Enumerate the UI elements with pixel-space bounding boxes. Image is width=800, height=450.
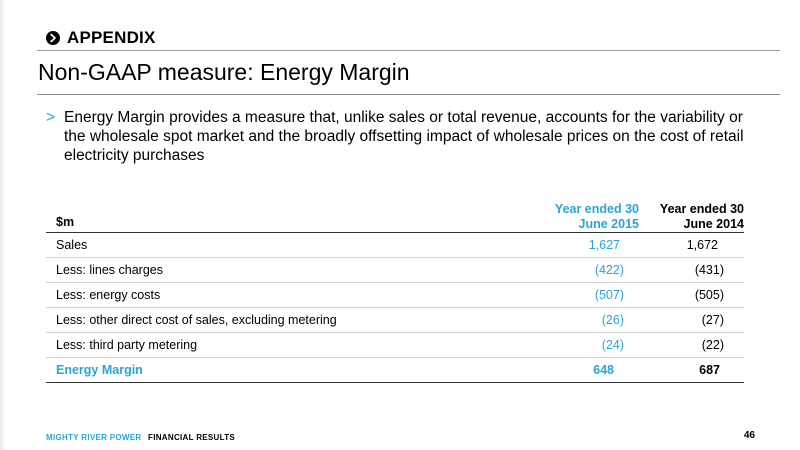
header-divider: [37, 50, 780, 51]
row-label: Less: lines charges: [56, 263, 164, 277]
page-title: Non-GAAP measure: Energy Margin: [38, 59, 410, 85]
energy-margin-table: [46, 200, 744, 383]
footer-brand: MIGHTY RIVER POWER: [46, 433, 142, 442]
value-2014: (505): [694, 288, 724, 302]
value-2015: (507): [594, 288, 624, 302]
total-row: [46, 358, 744, 383]
total-label: Energy Margin: [56, 363, 143, 377]
column-header-2014-line1: Year ended 30: [659, 202, 744, 216]
column-header-2015: [555, 202, 639, 232]
value-2014: (27): [701, 313, 724, 327]
section-header: [46, 28, 156, 48]
footer-section: FINANCIAL RESULTS: [148, 433, 236, 442]
title-divider: [37, 94, 780, 95]
row-label: Less: energy costs: [56, 288, 161, 302]
column-header-2015-line1: Year ended 30: [554, 202, 639, 216]
unit-header: $m: [56, 215, 75, 229]
table-header: [46, 200, 744, 233]
chevron-right-circle-icon: [46, 31, 60, 45]
total-value-2014: 687: [699, 363, 720, 377]
column-header-2014: [660, 202, 744, 232]
section-label: APPENDIX: [67, 28, 156, 47]
total-value-2015: 648: [593, 363, 614, 377]
table-row: [46, 308, 744, 333]
value-2014: 1,672: [686, 238, 718, 252]
value-2015: 1,627: [588, 238, 620, 252]
table-row: [46, 258, 744, 283]
value-2015: (422): [594, 263, 624, 277]
bullet-item: [46, 108, 746, 165]
table-row: [46, 233, 744, 258]
row-label: Sales: [56, 238, 88, 252]
column-header-2014-line2: June 2014: [683, 217, 744, 231]
value-2015: (26): [601, 313, 624, 327]
table-row: [46, 333, 744, 358]
table-row: [46, 283, 744, 308]
bullet-text: Energy Margin provides a measure that, unlike sales or total revenue, accounts for the variability or the wholesale spot market and the broadly offsetting impact of wholesale prices on the cost of retail electricity purchases: [64, 109, 744, 164]
value-2014: (431): [694, 263, 724, 277]
page-number: 46: [743, 430, 755, 441]
row-label: Less: other direct cost of sales, excluding metering: [56, 313, 337, 327]
footer: [46, 433, 235, 442]
value-2015: (24): [601, 338, 624, 352]
bullet-marker: >: [46, 109, 56, 126]
page-edge-shadow: [0, 0, 6, 450]
row-label: Less: third party metering: [56, 338, 198, 352]
column-header-2015-line2: June 2015: [578, 217, 639, 231]
value-2014: (22): [701, 338, 724, 352]
